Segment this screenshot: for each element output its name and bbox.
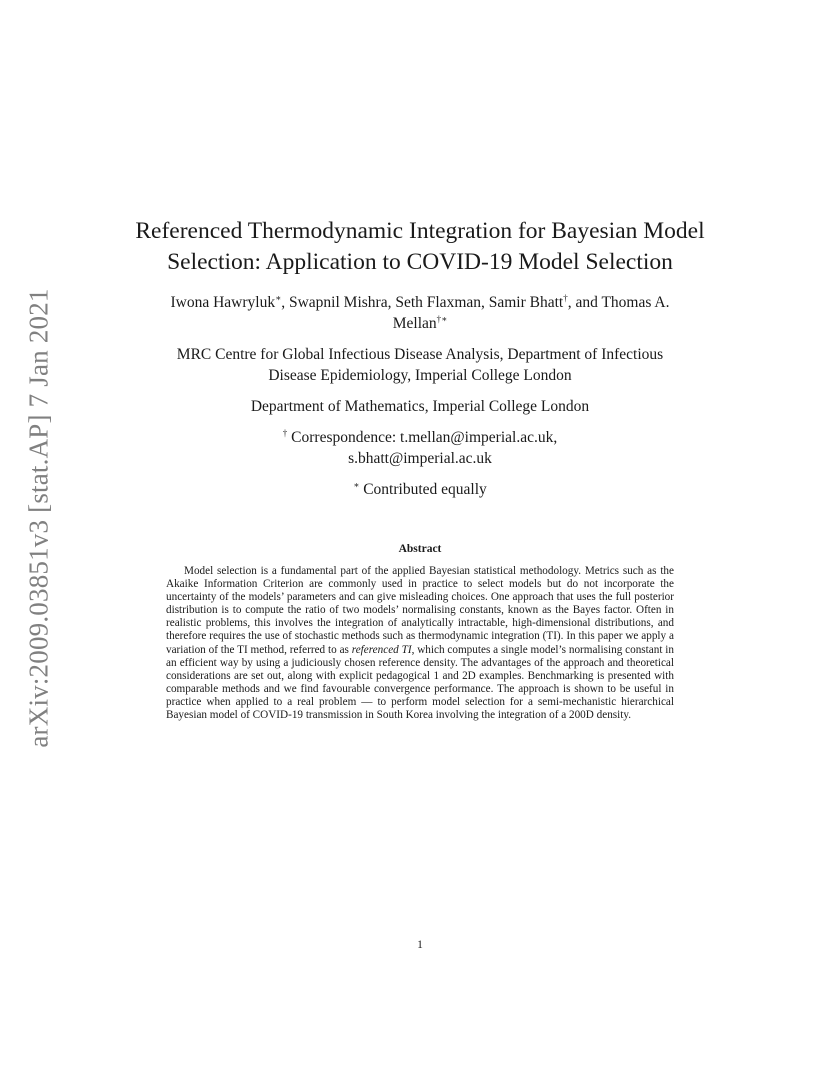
abstract-emphasis: referenced TI: [351, 643, 412, 656]
contribution-text: Contributed equally: [359, 481, 487, 498]
authors-line-2: [0, 313, 828, 334]
author-names: , Swapnil Mishra, Seth Flaxman, Samir Bhatt: [281, 294, 564, 311]
authors-line-1: [0, 292, 828, 313]
paper-title: [0, 216, 828, 278]
author-names: , and Thomas A.: [567, 294, 670, 311]
abstract-body: [166, 565, 674, 722]
correspondence-mark: †: [282, 427, 288, 438]
title-line-1: Referenced Thermodynamic Integration for Bayesian Model: [135, 218, 705, 244]
affiliation-line: Disease Epidemiology, Imperial College London: [268, 367, 572, 384]
correspondence: [0, 427, 828, 469]
author-name: Iwona Hawryluk: [170, 294, 276, 311]
arxiv-identifier: arXiv:2009.03851v3 [stat.AP] 7 Jan 2021: [23, 288, 54, 748]
abstract-text: , which computes a single model’s normalising constant in an efficient way by using a judiciously chosen reference density. The advantages of the approach and theoretical considerations are set out, along with explicit pedagogical 1 and 2D examples. Benchmarking is presented with comparable methods and we find favourable convergence performance. The approach is shown to be useful in practice when applied to a real problem — to perform model selection for a semi-mechanistic hierarchical Bayesian model of COVID-19 transmission in South Korea involving the integration of a 200D density.: [166, 643, 674, 722]
author-name: Mellan: [392, 315, 437, 332]
affiliation-maths: Department of Mathematics, Imperial College London: [250, 398, 590, 415]
contribution-note: [0, 479, 828, 500]
equal-contribution-mark: ∗: [275, 292, 282, 303]
title-line-2: Selection: Application to COVID-19 Model Selection: [167, 249, 673, 275]
correspondence-mark: †: [563, 292, 568, 303]
author-marks: †∗: [436, 313, 448, 324]
author-list: [0, 292, 828, 334]
affiliation-line: MRC Centre for Global Infectious Disease Analysis, Department of Infectious: [176, 346, 664, 363]
affiliation-mrc: [0, 344, 828, 386]
equal-contribution-mark: ∗: [353, 479, 360, 490]
correspondence-line-1: [0, 427, 828, 448]
abstract-heading: Abstract: [398, 543, 442, 555]
correspondence-text: Correspondence: t.mellan@imperial.ac.uk,: [287, 429, 558, 446]
page-number: 1: [417, 939, 423, 951]
abstract-text: Model selection is a fundamental part of the applied Bayesian statistical methodology. Metrics such as the Akaike Information Criterion are commonly used in practice to select models but do not incorporate the uncertainty of the models’ parameters and can give misleading choices. One approach that uses the full posterior distribution is to compute the ratio of two models’ normalising constants, known as the Bayes factor. Often in realistic problems, this involves the integration of analytically intractable, high-dimensional distributions, and therefore requires the use of stochastic methods such as thermodynamic integration (TI). In this paper we apply a variation of the TI method, referred to as: [166, 565, 674, 656]
correspondence-line-2: s.bhatt@imperial.ac.uk: [348, 450, 492, 467]
